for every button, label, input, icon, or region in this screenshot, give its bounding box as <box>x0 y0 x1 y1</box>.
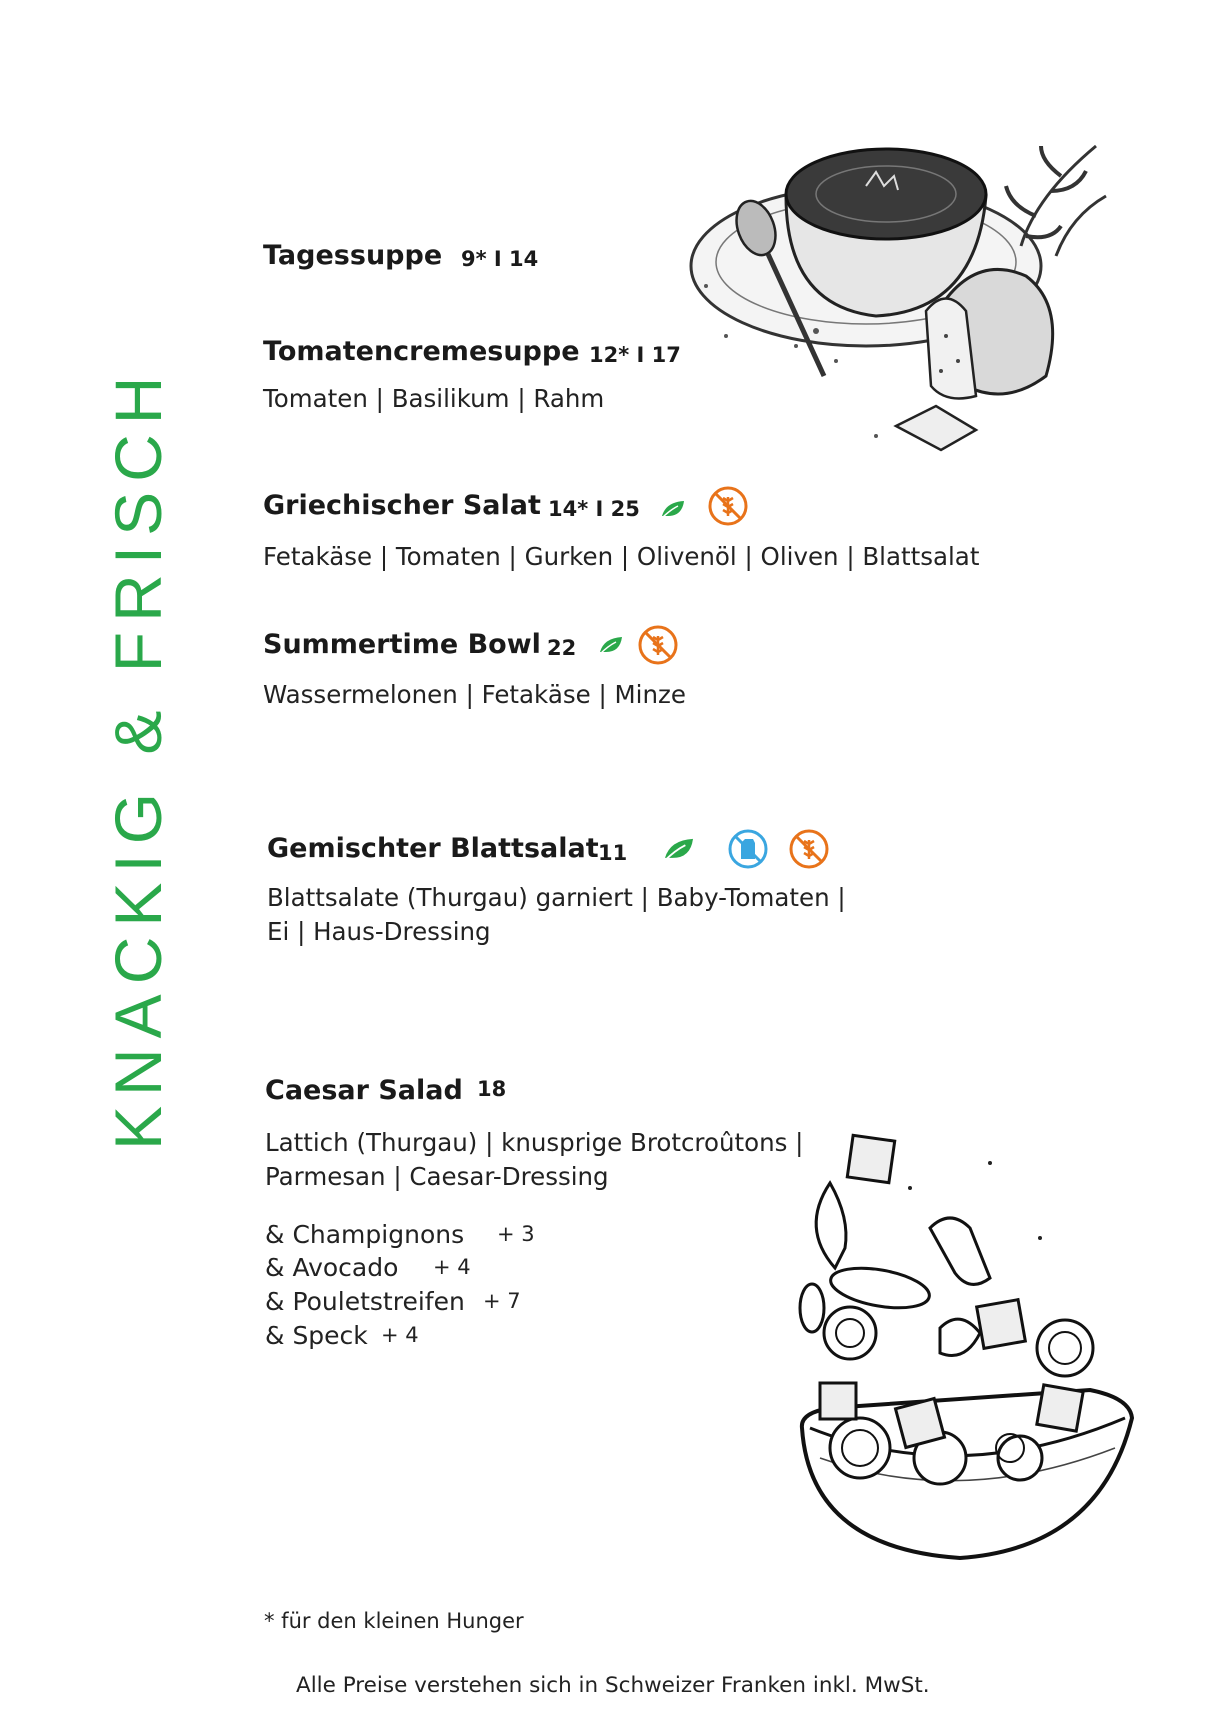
salad-bowl-illustration <box>790 1128 1140 1568</box>
price-disclaimer: Alle Preise verstehen sich in Schweizer Franken inkl. MwSt. <box>296 1673 930 1698</box>
item-name: Tomatencremesuppe <box>263 336 580 367</box>
item-description: Wassermelonen | Fetakäse | Minze <box>263 680 686 709</box>
vegetarian-leaf-icon <box>662 835 696 863</box>
menu-item-caesar-salad <box>265 1075 507 1106</box>
footnote: * für den kleinen Hunger <box>264 1609 524 1633</box>
extra-price: + 7 <box>483 1289 521 1313</box>
extra-option <box>265 1287 521 1316</box>
vegetarian-leaf-icon <box>660 498 686 520</box>
item-description-line1: Blattsalate (Thurgau) garniert | Baby-Tomaten | <box>267 883 846 912</box>
lactose-free-icon <box>727 828 769 870</box>
item-name: Griechischer Salat <box>263 490 541 521</box>
gluten-free-icon <box>637 624 679 666</box>
extra-label: & Pouletstreifen <box>265 1287 465 1316</box>
item-price: 11 <box>598 841 628 865</box>
extra-price: + 3 <box>497 1222 535 1246</box>
menu-item-tomatencremesuppe <box>263 336 681 367</box>
extra-label: & Speck <box>265 1321 368 1350</box>
menu-item-summertime-bowl <box>263 629 577 660</box>
extra-price: + 4 <box>381 1323 419 1347</box>
item-description: Tomaten | Basilikum | Rahm <box>263 384 605 413</box>
item-description: Fetakäse | Tomaten | Gurken | Olivenöl | Oliven | Blattsalat <box>263 542 980 571</box>
item-price: 12* I 17 <box>589 343 681 367</box>
item-name: Gemischter Blattsalat <box>267 833 599 864</box>
item-name: Summertime Bowl <box>263 629 541 660</box>
item-price: 22 <box>547 636 577 660</box>
item-description-line2: Parmesan | Caesar-Dressing <box>265 1162 609 1191</box>
vegetarian-leaf-icon <box>598 634 624 656</box>
item-price: 9* I 14 <box>461 247 539 271</box>
menu-item-tagessuppe <box>263 240 539 271</box>
soup-illustration <box>676 136 1116 466</box>
item-description-line1: Lattich (Thurgau) | knusprige Brotcroûtons | <box>265 1128 804 1157</box>
gluten-free-icon <box>788 828 830 870</box>
extra-label: & Champignons <box>265 1220 465 1249</box>
extra-price: + 4 <box>433 1255 471 1279</box>
menu-item-gemischter-blattsalat <box>267 833 628 865</box>
extra-label: & Avocado <box>265 1253 399 1282</box>
gluten-free-icon <box>707 485 749 527</box>
extra-option <box>265 1220 535 1249</box>
menu-item-griechischer-salat <box>263 490 640 521</box>
item-description-line2: Ei | Haus-Dressing <box>267 917 491 946</box>
item-name: Tagessuppe <box>263 240 443 271</box>
item-name: Caesar Salad <box>265 1075 463 1106</box>
section-title: KNACKIG & FRISCH <box>101 366 175 1150</box>
extra-option <box>265 1253 471 1282</box>
extra-option <box>265 1321 419 1350</box>
item-price: 14* I 25 <box>548 497 640 521</box>
item-price: 18 <box>477 1077 507 1101</box>
